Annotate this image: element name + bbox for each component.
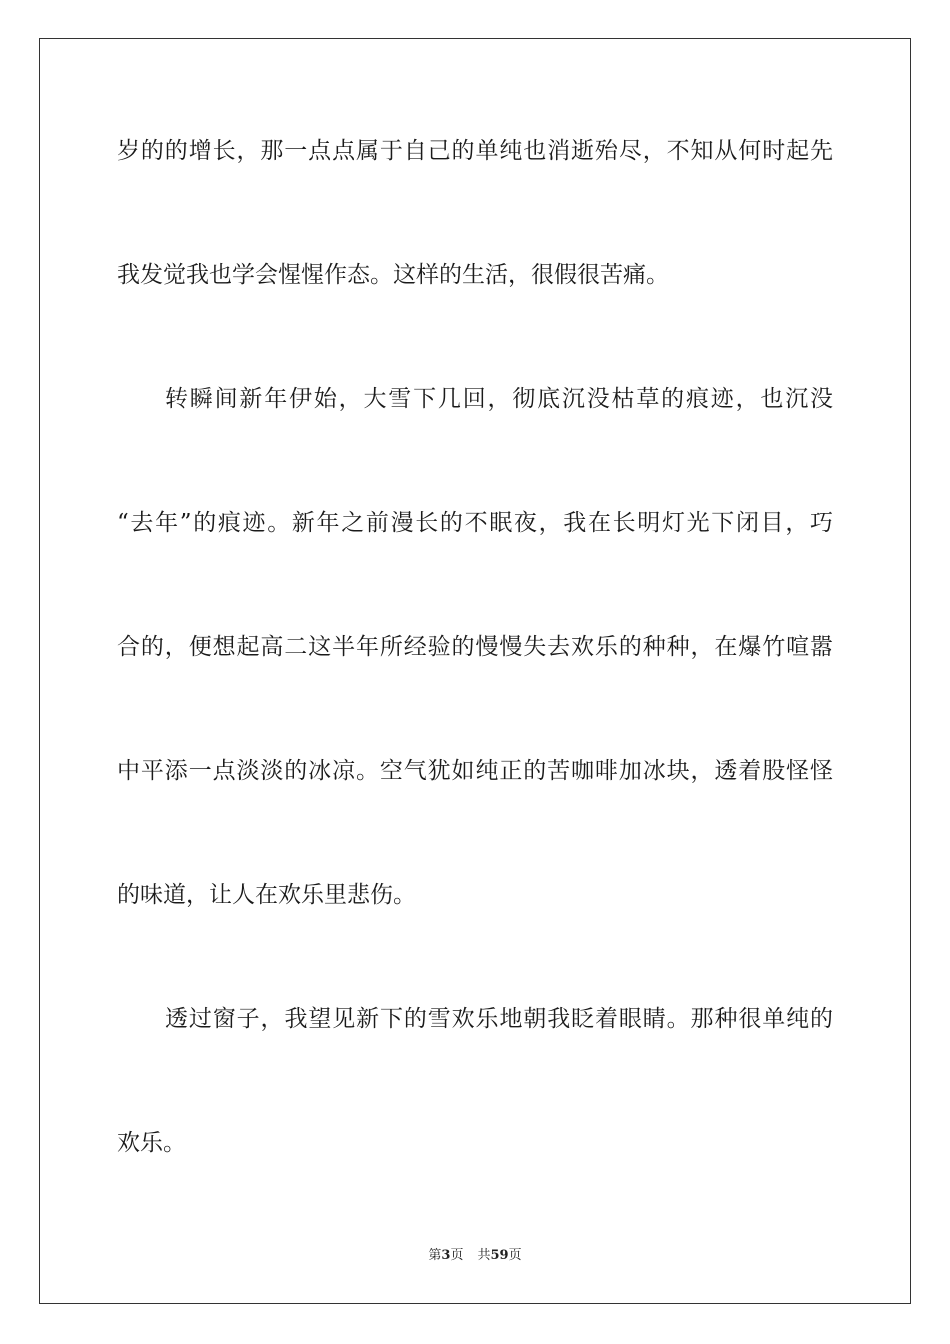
text-line-1: 岁的的增长，那一点点属于自己的单纯也消逝殆尽，不知从何时起先 bbox=[117, 138, 833, 164]
page-footer bbox=[0, 1247, 950, 1265]
total-prefix: 共 bbox=[477, 1248, 491, 1263]
page-suffix: 页 bbox=[450, 1248, 464, 1263]
text-line-7: 的味道，让人在欢乐里悲伤。 bbox=[117, 882, 416, 908]
text-line-5: 合的，便想起高二这半年所经验的慢慢失去欢乐的种种，在爆竹喧嚣 bbox=[117, 634, 833, 660]
text-line-2: 我发觉我也学会惺惺作态。这样的生活，很假很苦痛。 bbox=[117, 262, 669, 288]
text-line-8: 透过窗子，我望见新下的雪欢乐地朝我眨着眼睛。那种很单纯的 bbox=[165, 1006, 833, 1032]
text-line-3: 转瞬间新年伊始，大雪下几回，彻底沉没枯草的痕迹，也沉没 bbox=[165, 386, 833, 412]
page-current: 3 bbox=[441, 1248, 451, 1263]
text-line-6: 中平添一点淡淡的冰凉。空气犹如纯正的苦咖啡加冰块，透着股怪怪 bbox=[117, 758, 833, 784]
page-border bbox=[39, 38, 911, 1304]
page-total: 59 bbox=[490, 1248, 509, 1263]
total-suffix: 页 bbox=[508, 1248, 522, 1263]
text-line-9: 欢乐。 bbox=[117, 1130, 186, 1156]
page-prefix: 第 bbox=[428, 1248, 442, 1263]
text-line-4: “去年”的痕迹。新年之前漫长的不眠夜，我在长明灯光下闭目，巧 bbox=[117, 510, 833, 536]
